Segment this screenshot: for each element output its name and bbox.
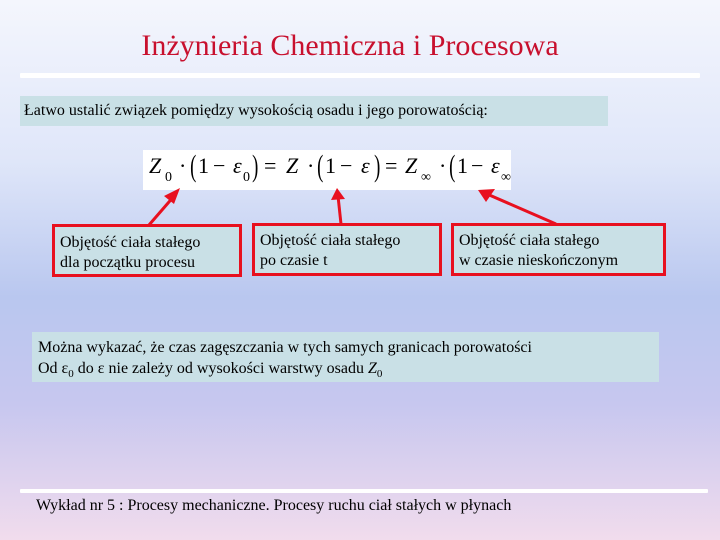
slide-title: Inżynieria Chemiczna i Procesowa (141, 29, 559, 62)
box-3-line-1: Objętość ciała stałego (459, 232, 600, 249)
note-to-eps: do ε nie zależy od wysokości warstwy osadu (73, 360, 368, 377)
formula-lparen-3: ( (449, 148, 456, 183)
box-2-line-1: Objętość ciała stałego (260, 232, 401, 249)
formula-eps-3: ε (491, 153, 500, 178)
arrowhead-right (478, 189, 495, 202)
note-line-1: Można wykazać, że czas zagęszczania w tych samych granicach porowatości (38, 339, 532, 356)
formula-eps-2: ε (361, 153, 370, 178)
box-1-line-2: dla początku procesu (60, 254, 196, 271)
formula-minus-2: − (340, 153, 353, 178)
formula-eps-3-sub: ∞ (501, 170, 511, 185)
arrow-middle (338, 196, 341, 224)
formula-eps-1-sub: 0 (243, 170, 250, 185)
formula-dot-3: · (439, 153, 447, 178)
formula-one-1: 1 (198, 153, 209, 178)
formula-rparen-1: ) (252, 148, 259, 183)
formula-eps-1: ε (233, 153, 242, 178)
note-panel (32, 332, 659, 382)
box-2-line-2: po czasie t (260, 252, 328, 269)
box-infinite-time-volume (451, 223, 666, 276)
box-3-line-2: w czasie nieskończonym (459, 252, 619, 269)
formula-one-3: 1 (457, 153, 468, 178)
formula-one-2: 1 (325, 153, 336, 178)
box-time-t-volume (252, 223, 442, 276)
arrowhead-left (164, 188, 180, 204)
formula-minus-1: − (213, 153, 226, 178)
formula-zinf-sub: ∞ (421, 170, 431, 185)
formula-dot-1: · (179, 153, 187, 178)
title-rule (20, 73, 700, 78)
formula-equals-2: = (385, 153, 398, 178)
note-line-2 (38, 358, 659, 385)
note-from-eps-sub: 0 (68, 368, 74, 381)
formula-equals-1: = (264, 153, 277, 178)
formula-lparen-2: ( (317, 148, 324, 183)
note-z: Z (368, 360, 377, 377)
box-1-line-1: Objętość ciała stałego (60, 234, 201, 251)
formula-rparen-2: ) (374, 148, 381, 183)
formula-dot-2: · (307, 153, 315, 178)
arrow-left (149, 195, 175, 225)
formula-lparen-1: ( (190, 148, 197, 183)
note-z-sub: 0 (376, 368, 383, 381)
box-initial-volume (52, 224, 242, 277)
arrow-right (487, 194, 556, 224)
formula-z0-sub: 0 (165, 170, 172, 185)
formula (143, 150, 511, 190)
note-from-eps: Od ε (38, 360, 69, 377)
formula-z: Z (286, 153, 299, 178)
footer-text: Wykład nr 5 : Procesy mechaniczne. Procesy ruchu ciał stałych w płynach (36, 497, 512, 514)
formula-z0: Z (149, 153, 162, 178)
intro-text: Łatwo ustalić związek pomiędzy wysokością osadu i jego porowatością: (20, 96, 608, 126)
formula-minus-3: − (471, 153, 484, 178)
footer-rule (20, 489, 708, 493)
formula-zinf: Z (405, 153, 418, 178)
